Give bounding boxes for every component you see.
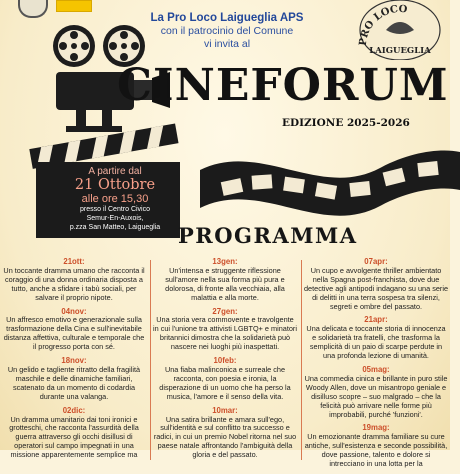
screening-description: Un affresco emotivo e generazionale sulla trasformazione della Cina e sull'inevitabile distanza affettiva, culturale e temporale che il progresso porta con sé. bbox=[3, 315, 145, 352]
screening-description: Una satira brillante e amara sull'ego, sull'identità e sul conflitto tra successo e radici, in cui un premio Nobel ritorna nel suo paese natale affrontando l'ambiguità della gloria e del passato. bbox=[153, 414, 297, 460]
screening-date: 04nov: bbox=[61, 306, 87, 316]
screening-description: Un gelido e tagliente ritratto della fragilità maschile e delle dinamiche familiari, scatenato da un momento di codardia durante una valanga. bbox=[7, 364, 141, 401]
screening-entry bbox=[2, 357, 146, 402]
seal-bottom-text: LAIGUEGLIA bbox=[369, 46, 431, 56]
seal-top-text: PRO LOCO bbox=[357, 3, 408, 47]
invite-line: vi invita al bbox=[203, 38, 251, 50]
flag-icon bbox=[56, 0, 92, 12]
organizer-line: La Pro Loco Laigueglia APS bbox=[150, 12, 304, 24]
start-label: A partire dal bbox=[88, 166, 142, 177]
screening-entry bbox=[304, 316, 448, 361]
screening-description: Una commedia cinica e brillante in puro stile Woody Allen, dove un misantropo geniale e disilluso scopre – suo malgrado – che la felicità può arrivare nelle forme più improbabili, purché 'funzioni'. bbox=[304, 373, 448, 419]
screening-date: 21ott: bbox=[63, 257, 85, 266]
edition-label: EDIZIONE 2025-2026 bbox=[282, 117, 410, 129]
screening-date: 02dic: bbox=[62, 405, 86, 415]
screening-entry bbox=[2, 308, 146, 353]
screening-entry bbox=[153, 308, 297, 353]
screening-entry bbox=[2, 258, 146, 303]
screening-date: 13gen: bbox=[212, 257, 238, 266]
venue-line-1: presso il Centro Civico bbox=[79, 206, 151, 213]
screening-description: Un emozionante dramma familiare su cure antiche, sull'esistenza e seconde possibilità, dove passione, talento e dolore si intrecciano in una lotta per la bbox=[304, 432, 448, 469]
screening-entry bbox=[153, 407, 297, 460]
event-details bbox=[56, 166, 174, 232]
screening-description: Una delicata e toccante storia di innocenza e solidarietà tra fratelli, che trasforma la semplicità di un paio di scarpe perdute in una profonda lezione di umanità. bbox=[306, 324, 446, 361]
venue-line-3: p.zza San Matteo, Laigueglia bbox=[69, 224, 161, 231]
program-column-1 bbox=[2, 258, 146, 465]
screening-date: 18nov: bbox=[61, 356, 87, 366]
pro-loco-seal-icon bbox=[356, 0, 444, 60]
screening-description: Una storia vera commovente e travolgente in cui l'unione tra attivisti LGBTQ+ e minatori britannici dimostra che la solidarietà può nascere nei luoghi più inaspettati. bbox=[153, 315, 297, 352]
start-time: alle ore 15,30 bbox=[81, 193, 149, 205]
event-title: CINEFORUM bbox=[117, 60, 449, 111]
screening-entry bbox=[304, 424, 448, 469]
screening-date: 05mag: bbox=[362, 364, 390, 374]
screening-entry bbox=[153, 258, 297, 303]
program-heading: PROGRAMMA bbox=[178, 223, 358, 248]
film-strip-icon bbox=[200, 130, 460, 220]
start-date: 21 Ottobre bbox=[74, 177, 156, 193]
screening-entry bbox=[2, 407, 146, 460]
screening-entry bbox=[304, 366, 448, 419]
screening-date: 27gen: bbox=[212, 306, 238, 316]
screening-description: Un toccante dramma umano che racconta il coraggio di una donna ordinaria disposta a tutto, anche a sfidare i tabù sociali, per salvare il proprio nipote. bbox=[3, 265, 145, 302]
screening-description: Una fiaba malinconica e surreale che racconta, con poesia e ironia, la disperazione di un uomo che ha perso la musica, l'amore e il senso della vita. bbox=[159, 364, 291, 401]
column-divider bbox=[301, 260, 302, 460]
screening-date: 10mar: bbox=[212, 405, 238, 415]
screening-description: Un cupo e avvolgente thriller ambientato nella Spagna post-franchista, dove due detective agli antipodi indagano su una serie di delitti in una terra sospesa tra silenzi, segreti e ombre del passato. bbox=[304, 265, 449, 311]
screening-date: 07apr: bbox=[364, 257, 388, 266]
screening-date: 21apr: bbox=[364, 315, 388, 325]
program-column-3 bbox=[304, 258, 448, 474]
program-column-2 bbox=[153, 258, 297, 465]
screening-description: Un'intensa e struggente riflessione sull'amore nella sua forma più pura e dolorosa, di fronte alla vecchiaia, alla malattia e alla morte. bbox=[165, 265, 285, 302]
comune-crest-icon bbox=[18, 0, 48, 18]
screening-date: 10feb: bbox=[213, 356, 237, 366]
screening-description: Un dramma umanitario dai toni ironici e grotteschi, che racconta l'assurdità della guerra attraverso gli occhi disillusi di operatori sul campo impegnati in una missione apparentemente semplice ma bbox=[9, 414, 139, 460]
screening-entry bbox=[304, 258, 448, 311]
screening-date: 19mag: bbox=[362, 423, 390, 433]
patronage-line: con il patrocinio del Comune bbox=[160, 25, 294, 37]
screening-entry bbox=[153, 357, 297, 402]
column-divider bbox=[150, 260, 151, 460]
venue-line-2: Semur-En-Auxois, bbox=[86, 215, 144, 222]
